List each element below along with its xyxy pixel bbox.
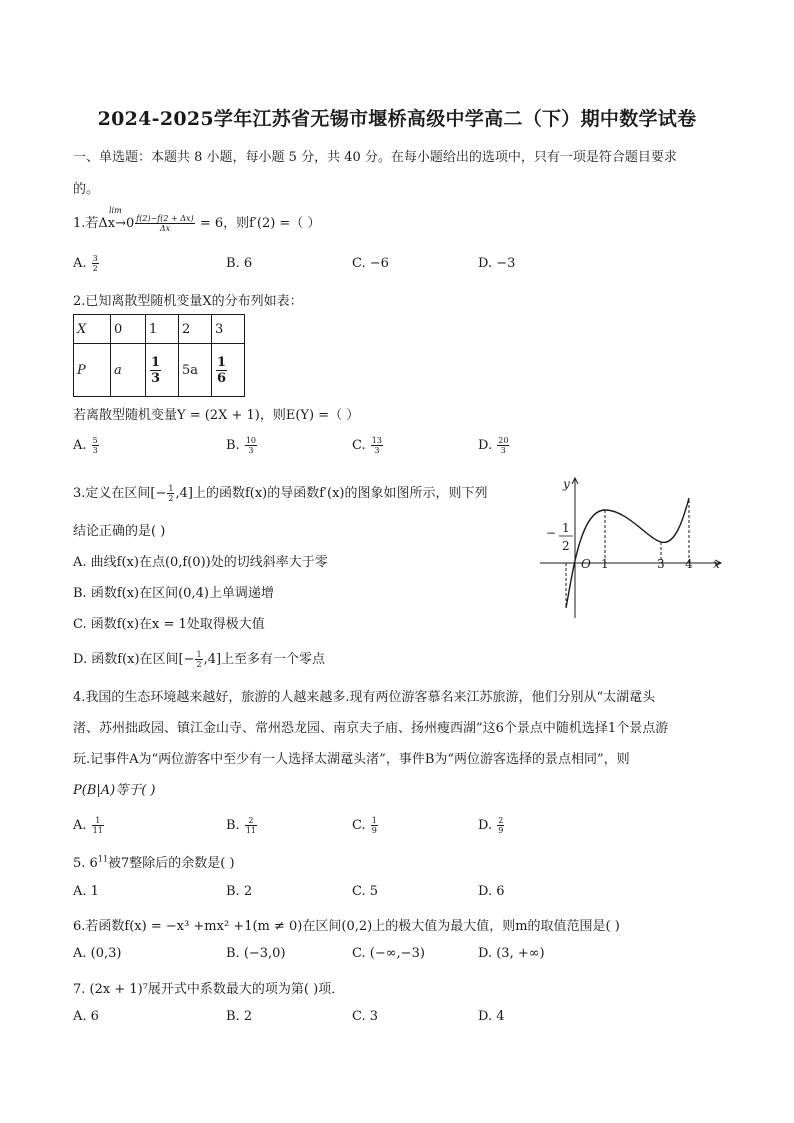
table-cell: $\frac{1}{6}$ bbox=[212, 344, 245, 397]
derivative-graph bbox=[535, 470, 725, 620]
q2-option-b[interactable]: B. $\frac{10}{3}$ bbox=[226, 436, 257, 455]
q6-option-a[interactable]: A. (0,3) bbox=[73, 946, 122, 961]
origin-label: O bbox=[581, 557, 591, 571]
tick-label-4: 4 bbox=[685, 557, 693, 571]
question-3-stem2: 结论正确的是( ) bbox=[73, 524, 166, 539]
table-cell: 1 bbox=[146, 315, 179, 344]
q1-stem-post: = 6，则f′(2) =（ ） bbox=[199, 216, 321, 231]
page-title: 2024-2025学年江苏省无锡市堰桥高级中学高二（下）期中数学试卷 bbox=[97, 108, 697, 130]
question-5-stem: 5. $6^{11}$被7整除后的余数是( ) bbox=[73, 854, 235, 871]
q1-option-d[interactable]: D. −3 bbox=[478, 256, 516, 271]
q3-option-a[interactable]: A. 曲线f(x)在点(0,f(0))处的切线斜率大于零 bbox=[73, 555, 328, 570]
question-7-stem: 7. (2x + 1)⁷展开式中系数最大的项为第( )项． bbox=[73, 982, 345, 997]
question-6-stem: 6.若函数f(x) = −x³ +mx² +1(m ≠ 0)在区间(0,2)上的极大值为最大值，则m的取值范围是( ) bbox=[73, 919, 620, 934]
table-cell: 2 bbox=[179, 315, 212, 344]
q3-option-d[interactable]: D. 函数f(x)在区间[− $\frac{1}{2}$ ,4]上至多有一个零点 bbox=[73, 650, 326, 669]
table-cell: 0 bbox=[111, 315, 146, 344]
question-4-line4: P(B|A)等于( ) bbox=[73, 783, 156, 798]
q4-option-a[interactable]: A. $\frac{1}{11}$ bbox=[73, 816, 103, 835]
distribution-table bbox=[73, 314, 245, 397]
neg-half-num: 1 bbox=[562, 521, 570, 535]
question-2-stem2: 若离散型随机变量Y = (2X + 1)，则E(Y) =（ ） bbox=[73, 408, 360, 423]
table-cell: P bbox=[74, 344, 111, 397]
derivative-curve bbox=[566, 498, 689, 608]
table-cell: a bbox=[111, 344, 146, 397]
y-label: y bbox=[563, 477, 570, 491]
q4-option-c[interactable]: C. $\frac{1}{9}$ bbox=[352, 816, 377, 835]
question-1-stem bbox=[73, 212, 320, 233]
q4-option-b[interactable]: B. $\frac{2}{11}$ bbox=[226, 816, 257, 835]
q1-fraction: $\frac{f(2)-f(2 + \Delta x)}{\Delta x}$ bbox=[136, 214, 194, 233]
q1-stem-pre: 1.若Δx→0 bbox=[73, 216, 135, 231]
table-cell: 3 bbox=[212, 315, 245, 344]
question-3-stem: 3.定义在区间[− $\frac{1}{2}$ ,4]上的函数f(x)的导函数f′(x)的图象如图所示，则下列 bbox=[73, 484, 488, 503]
q6-option-d[interactable]: D. (3, +∞) bbox=[478, 946, 545, 961]
x-label: x bbox=[713, 557, 720, 571]
q4-option-d[interactable]: D. $\frac{2}{9}$ bbox=[478, 816, 504, 835]
table-row bbox=[74, 344, 245, 397]
q2-option-a[interactable]: A. $\frac{5}{3}$ bbox=[73, 436, 98, 455]
q2-option-c[interactable]: C. $\frac{13}{3}$ bbox=[352, 436, 382, 455]
tick-label-1: 1 bbox=[601, 557, 609, 571]
q7-option-a[interactable]: A. 6 bbox=[73, 1009, 99, 1024]
table-cell: X bbox=[74, 315, 111, 344]
q3-option-b[interactable]: B. 函数f(x)在区间(0,4)上单调递增 bbox=[73, 586, 274, 601]
q2-option-d[interactable]: D. $\frac{20}{3}$ bbox=[478, 436, 509, 455]
q7-option-d[interactable]: D. 4 bbox=[478, 1009, 505, 1024]
q1-option-b[interactable]: B. 6 bbox=[226, 256, 253, 271]
q1-option-a[interactable]: A. $\frac{3}{2}$ bbox=[73, 254, 98, 273]
q7-option-c[interactable]: C. 3 bbox=[352, 1009, 379, 1024]
question-2-stem: 2.已知离散型随机变量X的分布列如表： bbox=[73, 294, 303, 309]
section-instructions-line2: 的。 bbox=[73, 182, 100, 197]
neg-half-den: 2 bbox=[562, 539, 570, 553]
q1-option-a-fraction: $\frac{3}{2}$ bbox=[92, 254, 98, 273]
table-row bbox=[74, 315, 245, 344]
q1-option-c[interactable]: C. −6 bbox=[352, 256, 389, 271]
q1-lim-label: lim bbox=[109, 206, 122, 215]
q3-option-c[interactable]: C. 函数f(x)在x = 1处取得极大值 bbox=[73, 617, 265, 632]
table-cell: 5a bbox=[179, 344, 212, 397]
section-instructions-line1: 一、单选题：本题共 8 小题，每小题 5 分，共 40 分。在每小题给出的选项中，只有一项是符合题目要求 bbox=[73, 150, 677, 165]
q6-option-c[interactable]: C. (−∞,−3) bbox=[352, 946, 425, 961]
q5-option-d[interactable]: D. 6 bbox=[478, 884, 505, 899]
table-cell: $\frac{1}{3}$ bbox=[146, 344, 179, 397]
q6-option-b[interactable]: B. (−3,0) bbox=[226, 946, 286, 961]
q5-option-a[interactable]: A. 1 bbox=[73, 884, 99, 899]
question-4-line1: 4.我国的生态环境越来越好，旅游的人越来越多.现有两位游客慕名来江苏旅游，他们分别从“太湖鼋头 bbox=[73, 690, 656, 705]
neg-sign: − bbox=[546, 526, 557, 540]
q7-option-b[interactable]: B. 2 bbox=[226, 1009, 253, 1024]
q5-option-c[interactable]: C. 5 bbox=[352, 884, 379, 899]
tick-label-3: 3 bbox=[657, 557, 665, 571]
question-4-line2: 渚、苏州拙政园、镇江金山寺、常州恐龙园、南京夫子庙、扬州瘦西湖”这6个景点中随机选择1个景点游 bbox=[73, 721, 669, 736]
question-4-line3: 玩.记事件A为“两位游客中至少有一人选择太湖鼋头渚”，事件B为“两位游客选择的景点相同”，则 bbox=[73, 752, 630, 767]
q5-option-b[interactable]: B. 2 bbox=[226, 884, 253, 899]
